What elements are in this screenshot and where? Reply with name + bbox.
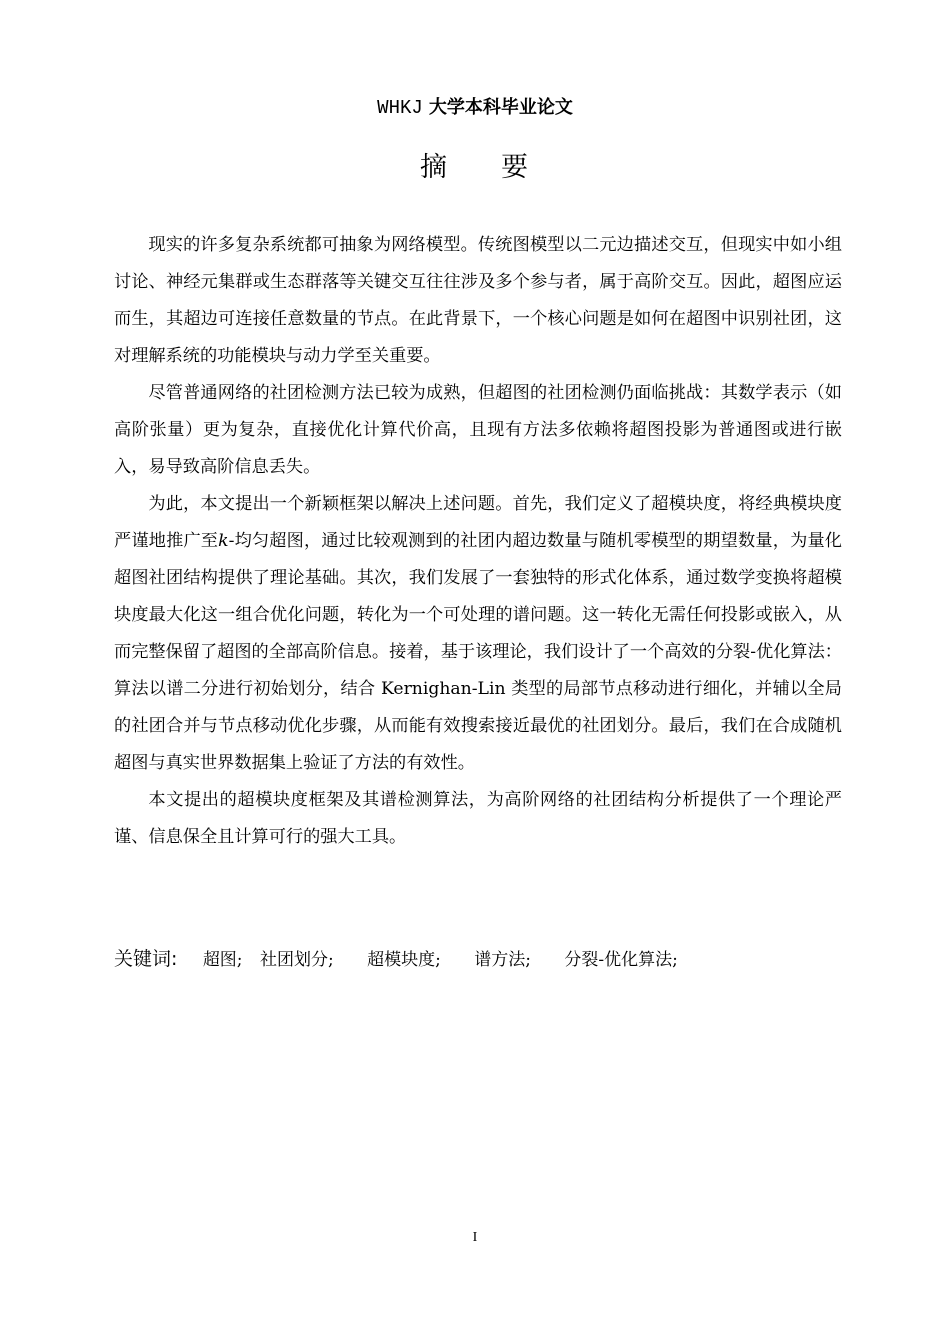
page-number: I	[472, 1230, 478, 1245]
thesis-header	[0, 94, 950, 121]
abstract-title-char-2: 要	[501, 152, 530, 183]
abstract-body	[114, 227, 842, 856]
paragraph-3-part-a: 为此，本文提出一个新颖框架以解决上述问题。首先，我们定义了超模块度，将经典模块度严谨地推广至	[114, 494, 842, 551]
thesis-type: 大学本科毕业论文	[428, 97, 573, 118]
keyword-item: 超模块度;	[367, 950, 441, 970]
keyword-item: 超图;	[202, 950, 243, 970]
keyword-item: 分裂-优化算法;	[564, 950, 678, 970]
abstract-paragraph-1: 现实的许多复杂系统都可抽象为网络模型。传统图模型以二元边描述交互，但现实中如小组讨论、神经元集群或生态群落等关键交互往往涉及多个参与者，属于高阶交互。因此，超图应运而生，其超边可连接任意数量的节点。在此背景下，一个核心问题是如何在超图中识别社团，这对理解系统的功能模块与动力学至关重要。	[114, 235, 842, 366]
keyword-item: 社团划分;	[259, 950, 334, 970]
k-variable: k	[218, 531, 229, 551]
keyword-item: 谱方法;	[474, 950, 531, 970]
abstract-title	[0, 150, 950, 186]
paragraph-3-part-b: -均匀超图，通过比较观测到的社团内超边数量与随机零模型的期望数量，为量化超图社团结构提供了理论基础。其次，我们发展了一套独特的形式化体系，通过数学变换将超模块度最大化这一组合优化问题，转化为一个可处理的谱问题。这一转化无需任何投影或嵌入，从而完整保留了超图的全部高阶信息。接着，基于该理论，我们设计了一个高效的分裂-优化算法：算法以谱二分进行初始划分，结合 Kernighan-Lin 类型的局部节点移动进行细化，并辅以全局的社团合并与节点移动优化步骤，从而能有效搜索接近最优的社团划分。最后，我们在合成随机超图与真实世界数据集上验证了方法的有效性。	[114, 531, 842, 773]
keywords-line	[114, 942, 834, 977]
institution-name: WHKJ	[377, 97, 423, 119]
abstract-paragraph-3	[114, 486, 842, 782]
keywords-label: 关键词:	[114, 948, 178, 970]
abstract-paragraph-4: 本文提出的超模块度框架及其谱检测算法，为高阶网络的社团结构分析提供了一个理论严谨、信息保全且计算可行的强大工具。	[114, 790, 842, 847]
abstract-paragraph-2: 尽管普通网络的社团检测方法已较为成熟，但超图的社团检测仍面临挑战：其数学表示（如高阶张量）更为复杂，直接优化计算代价高，且现有方法多依赖将超图投影为普通图或进行嵌入，易导致高阶信息丢失。	[114, 383, 842, 477]
abstract-title-char-1: 摘	[420, 152, 449, 183]
